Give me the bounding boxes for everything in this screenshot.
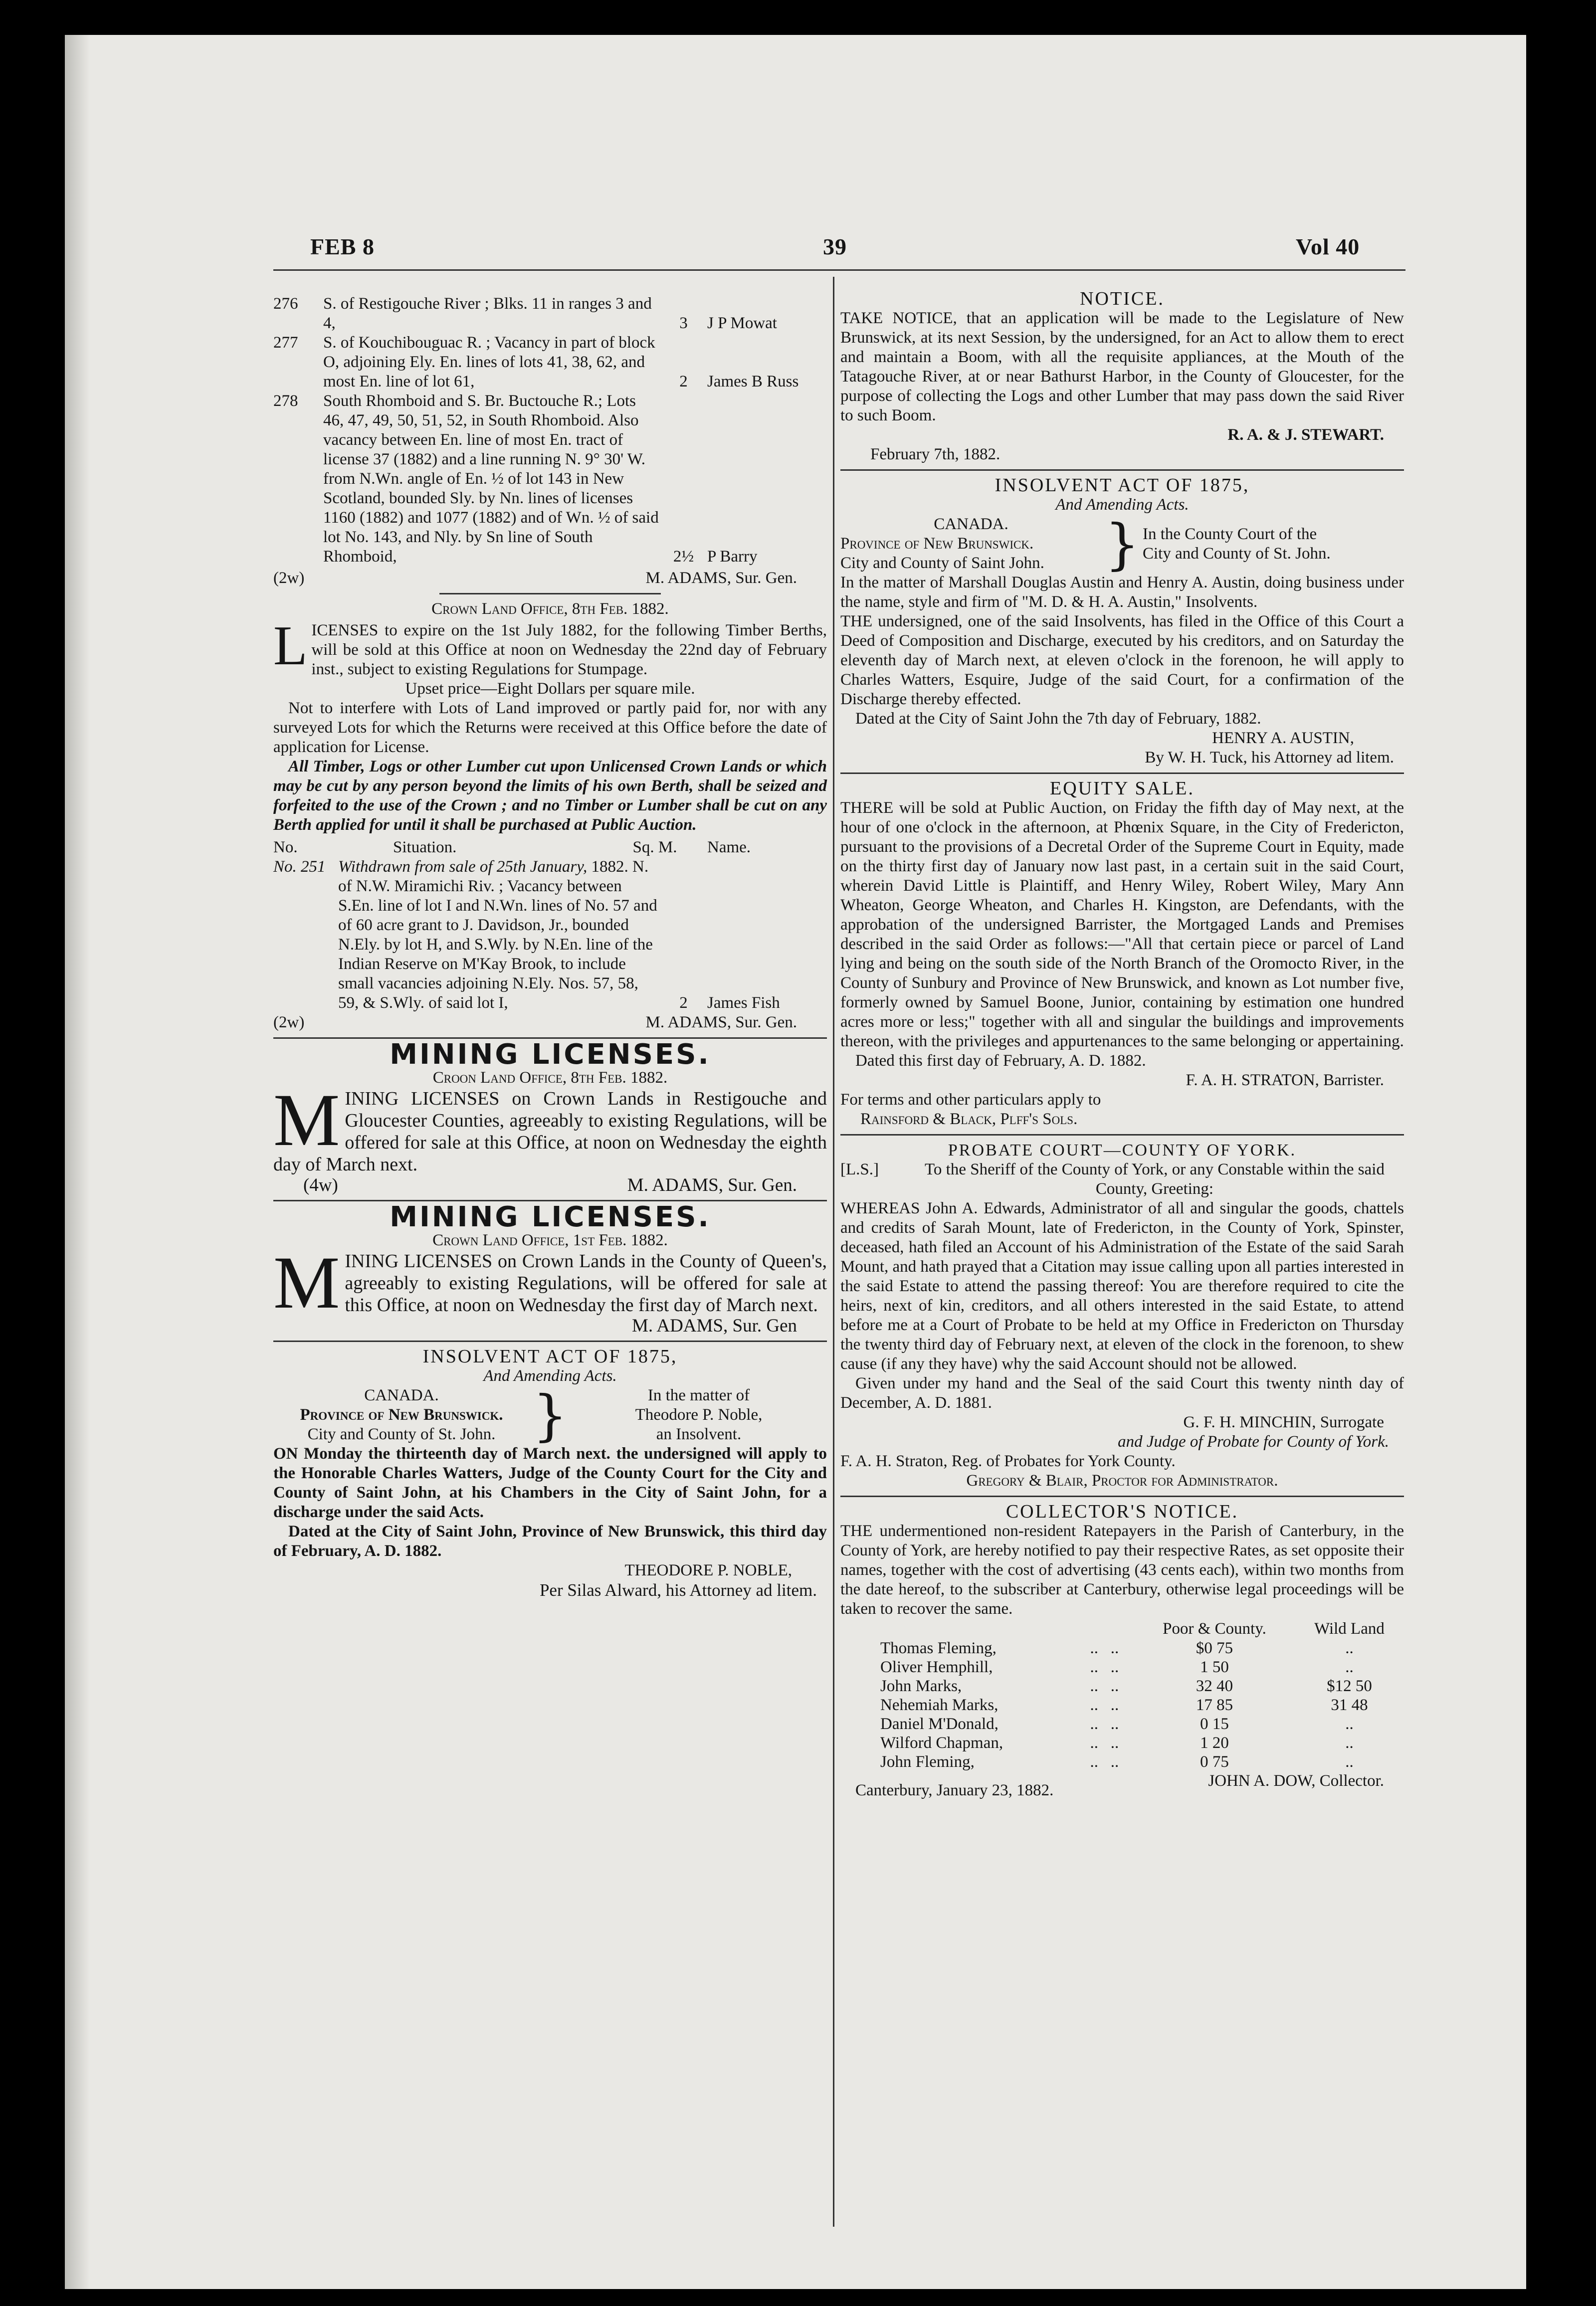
insolvent-signature: HENRY A. AUSTIN, (1212, 729, 1354, 747)
left-column (273, 294, 827, 1600)
leader-dots: .. .. (1090, 1677, 1119, 1695)
ratepayer-name: Daniel M'Donald, (880, 1715, 998, 1733)
header-date: FEB 8 (310, 234, 375, 259)
column-divider (833, 277, 834, 2227)
table-header (273, 838, 827, 857)
insolvent-heading: INSOLVENT ACT OF 1875, (995, 475, 1250, 496)
wild-land-rate: .. (1345, 1753, 1354, 1771)
wild-land-rate: .. (1345, 1639, 1354, 1657)
wild-land-rate: .. (1345, 1715, 1354, 1733)
probate-proctor: Gregory & Blair, Proctor for Administrator. (966, 1472, 1278, 1490)
jurisdiction-left (840, 515, 1102, 573)
signature: M. ADAMS, Sur. Gen. (627, 1175, 797, 1195)
lot-name: P Barry (707, 548, 758, 566)
insolvent-subheading: And Amending Acts. (1055, 496, 1189, 514)
probate-heading: PROBATE COURT—COUNTY OF YORK. (948, 1141, 1297, 1159)
header-rule (273, 269, 1405, 271)
insolvent-heading: INSOLVENT ACT OF 1875, (422, 1346, 678, 1367)
province: Province of New Brunswick. (840, 535, 1034, 553)
insolvent-text: THE undersigned, one of the said Insolvents, has filed in the Office of this Court a Deed of Composition and Discharge, executed by his creditors, and on Saturday the eleventh day of March next, at eleven o'clock in the forenoon, he will apply to Charles Watters, Esquire, Judge of the said Court, for a confirmation of the Discharge thereby effected. (840, 612, 1404, 708)
ratepayer-name: Nehemiah Marks, (880, 1696, 998, 1714)
mining-licenses-heading: MINING LICENSES. (390, 1038, 711, 1071)
header-page-number: 39 (823, 234, 847, 259)
equity-heading: EQUITY SALE. (1050, 778, 1195, 799)
drop-cap: M (273, 1241, 340, 1324)
jurisdiction-brace (840, 512, 1404, 576)
col-situation: Situation. (393, 838, 457, 856)
col-sqm: Sq. M. (632, 838, 677, 856)
matter-line: In the matter of (647, 1386, 750, 1404)
leader-dots: .. .. (1090, 1658, 1119, 1676)
notice-signature: R. A. & J. STEWART. (1227, 426, 1384, 444)
seal-mark: [L.S.] (840, 1160, 879, 1178)
collector-text: THE undermentioned non-resident Ratepayers in the Parish of Canterbury, in the County of York, are hereby notified to pay their respective Rates, as set opposite their names, together with the cost of advertising (43 cents each), within two months from the date hereof, to the subscriber at Canterbury, otherwise legal proceedings will be taken to recover the same. (840, 1522, 1404, 1618)
lot-name: James Fish (707, 994, 780, 1012)
insolvent-subheading: And Amending Acts. (483, 1367, 617, 1385)
lot-name: J P Mowat (707, 314, 777, 332)
notice-text: TAKE NOTICE, that an application will be made to the Legislature of New Brunswick, at its next Session, by the undersigned, for an Act to allow them to erect and maintain a Boom, with all the requisite appliances, at the Mouth of the Tatagouche River, at or near Bathurst Harbor, in the County of Gloucester, for the purpose of collecting the Logs and other Lumber that may pass down the said River to such Boom. (840, 309, 1404, 424)
col-name: Name. (707, 838, 751, 856)
mining-text: INING LICENSES on Crown Lands in the County of Queen's, agreeably to existing Regulations, will be offered for sale at this Office, at noon on Wednesday the first day of March next. (345, 1251, 827, 1316)
lot-row (273, 333, 827, 391)
licenses-paragraph (273, 615, 827, 679)
jurisdiction-right (1143, 525, 1404, 564)
leader-dots: .. .. (1090, 1753, 1119, 1771)
rate-row (840, 1639, 1404, 1658)
equity-solicitors: Rainsford & Black, Plff's Sols. (860, 1110, 1078, 1128)
ratepayer-name: John Marks, (880, 1677, 962, 1695)
run-duration: (2w) (273, 569, 305, 587)
poor-county-rate: $0 75 (1196, 1639, 1233, 1657)
rate-row (840, 1715, 1404, 1733)
lot-sqm: 2½ (673, 548, 694, 566)
equity-dated: Dated this first day of February, A. D. 1882. (855, 1052, 1146, 1070)
probate-given: Given under my hand and the Seal of the said Court this twenty ninth day of December, A. D. 1881. (840, 1374, 1404, 1412)
leader-dots: .. .. (1090, 1715, 1119, 1733)
signature-line (273, 1175, 827, 1195)
lot-number: 277 (273, 334, 298, 352)
rates-header (840, 1619, 1404, 1639)
insolvent-attorney: By W. H. Tuck, his Attorney ad litem. (1145, 749, 1394, 767)
leader-dots: .. .. (1090, 1734, 1119, 1752)
collector-date: Canterbury, January 23, 1882. (855, 1781, 1054, 1799)
rate-row (840, 1677, 1404, 1696)
probate-registrar: F. A. H. Straton, Reg. of Probates for York County. (840, 1452, 1176, 1470)
lot-sqm: 2 (679, 373, 688, 390)
city-county: City and County of St. John. (307, 1425, 496, 1443)
city-county: City and County of Saint John. (840, 554, 1044, 572)
wild-land-rate: 31 48 (1331, 1696, 1368, 1714)
divider (439, 593, 661, 594)
poor-county-rate: 17 85 (1196, 1696, 1233, 1714)
page-binding-shadow (65, 35, 90, 2289)
signature-line (273, 1013, 827, 1032)
divider (840, 772, 1404, 774)
collector-signature: JOHN A. DOW, Collector. (1208, 1772, 1384, 1790)
insolvent-attorney: Per Silas Alward, his Attorney ad litem. (539, 1580, 817, 1600)
lot-row (273, 294, 827, 333)
divider (840, 469, 1404, 471)
lot-row (273, 857, 827, 1013)
mining-paragraph (273, 1241, 827, 1324)
wild-land-rate: .. (1345, 1734, 1354, 1752)
lot-number: 276 (273, 295, 298, 313)
mining-licenses-heading: MINING LICENSES. (390, 1201, 711, 1233)
office-dateline: Crown Land Office, 8th Feb. 1882. (431, 600, 669, 618)
lot-sqm: 2 (679, 994, 688, 1012)
rate-row (840, 1696, 1404, 1715)
jurisdiction-right (571, 1386, 827, 1444)
lot-name: James B Russ (707, 373, 799, 390)
lot-situation-text: 1882. N. of N.W. Miramichi Riv. ; Vacancy between S.En. line of lot I and N.Wn. lines of No. 57 and of 60 acre grant to J. Davidson, Jr., bounded N.Ely. by lot H, and S.Wly. by N.En. line of the Indian Reserve on M'Kay Brook, to include small vacancies adjoining N.Ely. Nos. 57, 58, 59, & S.Wly. of said lot I, (338, 858, 657, 1012)
divider (840, 1496, 1404, 1497)
insolvent-text: ON Monday the thirteenth day of March next. the undersigned will apply to the Honorable Charles Watters, Judge of the County Court for the City and County of Saint John, at his Chambers in the City of Saint John, for a discharge under the said Acts. (273, 1445, 827, 1521)
divider (273, 1341, 827, 1342)
jurisdiction-left (273, 1386, 530, 1444)
mining-text: INING LICENSES on Crown Lands in Restigouche and Gloucester Counties, agreeably to existing Regulations, will be offered for sale at this Office, at noon on Wednesday the eighth day of March next. (273, 1088, 827, 1175)
equity-text: THERE will be sold at Public Auction, on Friday the fifth day of May next, at the hour of one o'clock in the afternoon, at Phœnix Square, in the City of Fredericton, pursuant to the provisions of a Decretal Order of the Supreme Court in Equity, made on the thirty first day of January now last past, in a certain suit in the said Court, wherein David Little is Plaintiff, and Henry Wiley, Robert Wiley, Mary Ann Wheaton, George Wheaton, and Charles H. Kingston, are Defendants, with the approbation of the undersigned Barrister, the Mortgaged Lands and Premises described in the said Order as follows:—"All that certain piece or parcel of Land lying and being on the south side of the North Branch of the Oromocto River, in the County of Sunbury and Province of New Brunswick, and known as Lot number five, formerly owned by Samuel Boone, Junior, containing by estimation one hundred acres more or less;" together with all and singular the buildings and improvements thereon, with the privileges and appurtenances to the same belonging or appertaining. (840, 799, 1404, 1050)
withdrawn-note: Withdrawn from sale of 25th January, (338, 858, 588, 876)
office-dateline: Crown Land Office, 1st Feb. 1882. (432, 1231, 668, 1249)
licenses-text: ICENSES to expire on the 1st July 1882, for the following Timber Berths, will be sold at this Office at noon on Wednesday the 22nd day of February inst., subject to existing Regulations for Stumpage. (311, 621, 827, 678)
right-column (840, 289, 1404, 1800)
jurisdiction-brace (273, 1383, 827, 1447)
signature: M. ADAMS, Sur. Gen (632, 1316, 797, 1336)
lot-situation: S. of Restigouche River ; Blks. 11 in ranges 3 and 4, (323, 295, 652, 332)
probate-text: WHEREAS John A. Edwards, Administrator of all and singular the goods, chattels and credits of Sarah Mount, late of Fredericton, in the County of York, Spinster, deceased, hath filed an Account of his Administration of the Estate of the said Sarah Mount, and hath prayed that a Citation may issue calling upon all parties interested in the said Estate to attend the passing thereof: You are therefore required to cite the heirs, next of kin, creditors, and all others interested in the said Estate, to attend before me at a Court of Probate to be held at my Office in Fredericton on Thursday the twenty third day of February next, at eleven of the clock in the forenoon, to shew cause (if any they have) why the said Account should not be allowed. (840, 1199, 1404, 1373)
equity-signature: F. A. H. STRATON, Barrister. (1186, 1071, 1384, 1089)
signature-line (273, 569, 827, 588)
collector-heading: COLLECTOR'S NOTICE. (1005, 1501, 1239, 1522)
upset-price: Upset price—Eight Dollars per square mile. (405, 680, 695, 698)
lot-row (273, 391, 827, 567)
poor-county-rate: 0 15 (1200, 1715, 1229, 1733)
ratepayer-name: Thomas Fleming, (880, 1639, 997, 1657)
col-no: No. (273, 838, 298, 856)
col-poor-county: Poor & County. (1163, 1620, 1266, 1638)
ratepayer-name: Oliver Hemphill, (880, 1658, 993, 1676)
poor-county-rate: 1 50 (1200, 1658, 1229, 1676)
notice-heading: NOTICE. (1080, 288, 1165, 309)
probate-signature: G. F. H. MINCHIN, Surrogate (1183, 1413, 1384, 1431)
leader-dots: .. .. (1090, 1696, 1119, 1714)
signature: M. ADAMS, Sur. Gen. (645, 569, 797, 587)
col-wild-land: Wild Land (1314, 1620, 1385, 1638)
equity-terms: For terms and other particulars apply to (840, 1091, 1101, 1109)
insolvent-dated: Dated at the City of Saint John, Province of New Brunswick, this third day of February, A. D. 1882. (273, 1523, 827, 1560)
probate-to: To the Sheriff of the County of York, or any Constable within the said County, Greeting: (925, 1160, 1385, 1198)
rate-row (840, 1658, 1404, 1677)
office-dateline: Croon Land Office, 8th Feb. 1882. (432, 1069, 668, 1087)
run-duration: (4w) (303, 1175, 338, 1195)
brace-glyph: } (533, 1383, 568, 1447)
court-line: City and County of St. John. (1143, 544, 1331, 563)
wild-land-rate: .. (1345, 1658, 1354, 1676)
lot-situation (338, 857, 660, 1013)
rate-row (840, 1752, 1404, 1771)
rate-row (840, 1733, 1404, 1752)
divider (840, 1134, 1404, 1136)
brace-glyph: } (1105, 512, 1140, 576)
run-duration: (2w) (273, 1013, 305, 1031)
probate-signature-title: and Judge of Probate for County of York. (1118, 1433, 1389, 1451)
poor-county-rate: 1 20 (1200, 1734, 1229, 1752)
country: CANADA. (364, 1386, 439, 1404)
country: CANADA. (934, 515, 1008, 533)
all-timber-text: All Timber, Logs or other Lumber cut upon Unlicensed Crown Lands or which may be cut by any person beyond the limits of his own Berth, shall be seized and forfeited to the use of the Crown ; and no Timber or Lumber shall be cut on any Berth applied for until it shall be purchased at Public Auction. (273, 758, 827, 834)
not-interfere-text: Not to interfere with Lots of Land improved or partly paid for, nor with any surveyed Lots for which the Returns were received at this Office before the date of application for License. (273, 699, 827, 756)
ratepayer-name: John Fleming, (880, 1753, 975, 1771)
wild-land-rate: $12 50 (1327, 1677, 1372, 1695)
probate-address (840, 1160, 1404, 1199)
court-line: In the County Court of the (1143, 525, 1317, 543)
mining-paragraph (273, 1079, 827, 1175)
signature: M. ADAMS, Sur. Gen. (645, 1013, 797, 1031)
insolvent-dated: Dated at the City of Saint John the 7th day of February, 1882. (855, 710, 1261, 728)
lot-situation: S. of Kouchibouguac R. ; Vacancy in part of block O, adjoining Ely. En. lines of lots 41, 38, 62, and most En. line of lot 61, (323, 334, 655, 390)
insolvent-matter: In the matter of Marshall Douglas Austin and Henry A. Austin, doing business under the name, style and firm of "M. D. & H. A. Austin," Insolvents. (840, 574, 1404, 611)
ratepayer-name: Wilford Chapman, (880, 1734, 1003, 1752)
lot-number: 278 (273, 392, 298, 410)
province: Province of New Brunswick. (300, 1406, 503, 1424)
poor-county-rate: 32 40 (1196, 1677, 1233, 1695)
lot-sqm: 3 (679, 314, 688, 332)
insolvent-signature: THEODORE P. NOBLE, (624, 1561, 792, 1579)
drop-cap: M (273, 1079, 340, 1161)
rates-table (840, 1619, 1404, 1771)
notice-date: February 7th, 1882. (870, 445, 1000, 463)
lot-list (273, 294, 827, 567)
drop-cap: L (273, 615, 308, 677)
lot-situation: South Rhomboid and S. Br. Buctouche R.; Lots 46, 47, 49, 50, 51, 52, in South Rhomboid. Also vacancy between En. line of most En. tract of license 37 (1882) and a line running N. 9° 30' W. from N.Wn. angle of En. ½ of lot 143 in New Scotland, bounded Sly. by Nn. lines of licenses 1160 (1882) and 1077 (1882) and of Wn. ½ of said lot No. 143, and Nly. by Sn line of South Rhomboid, (323, 392, 659, 566)
header-volume: Vol 40 (1296, 234, 1360, 259)
leader-dots: .. .. (1090, 1639, 1119, 1657)
lot-number: No. 251 (273, 858, 326, 876)
poor-county-rate: 0 75 (1200, 1753, 1229, 1771)
matter-line: Theodore P. Noble, (635, 1406, 763, 1424)
matter-line: an Insolvent. (656, 1425, 742, 1443)
